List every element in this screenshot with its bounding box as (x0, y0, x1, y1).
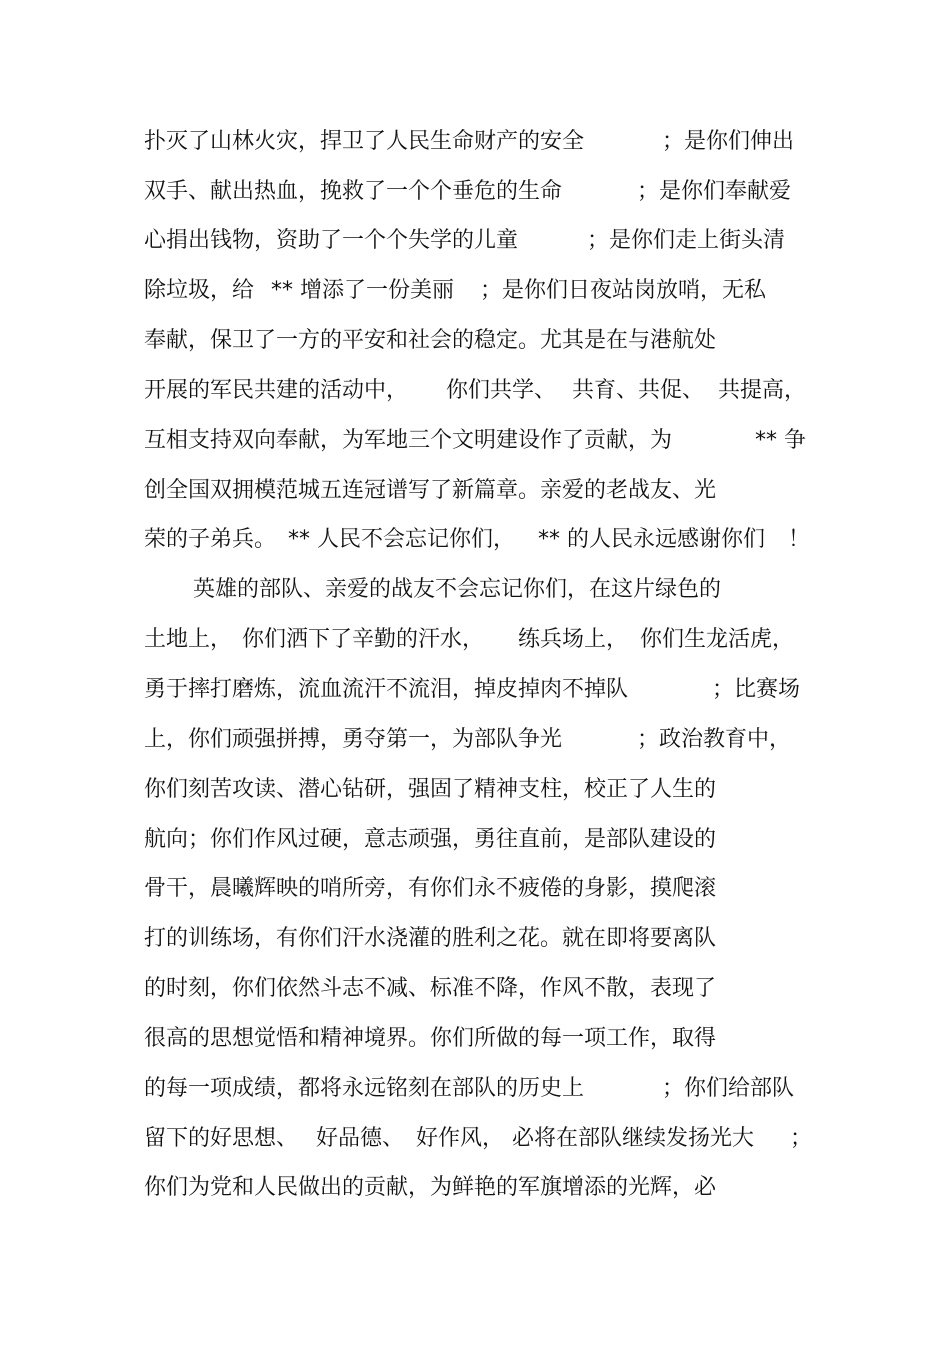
text-line (0, 622, 950, 658)
text-segment: 好作风， (416, 1126, 505, 1151)
text-segment: 航向；你们作风过硬，意志顽强，勇往直前，是部队建设的 (144, 827, 717, 852)
text-segment: 你们刻苦攻读、潜心钻研，强固了精神支柱，校正了人生的 (144, 777, 717, 802)
text-segment: 扑灭了山林火灾，捍卫了人民生命财产的安全 (144, 129, 585, 154)
text-segment: 你们共学、 (446, 378, 557, 403)
text-segment: 的时刻，你们依然斗志不减、标准不降，作风不散，表现了 (144, 976, 717, 1001)
text-segment: 好品德、 (316, 1126, 405, 1151)
text-line (0, 772, 950, 808)
text-segment: ；政治教育中， (637, 727, 792, 752)
text-segment: ** 争 (755, 428, 806, 453)
text-line (0, 1021, 950, 1057)
text-segment: ** 增添了一份美丽 (271, 278, 454, 303)
text-segment: 开展的军民共建的活动中， (144, 378, 409, 403)
text-line (0, 871, 950, 907)
text-segment: ；你们给部队 (662, 1076, 795, 1101)
text-line (0, 174, 950, 210)
text-segment: 双手、献出热血，挽救了一个个垂危的生命 (144, 179, 563, 204)
text-segment: 英雄的部队、亲爱的战友不会忘记你们，在这片绿色的 (193, 577, 722, 602)
text-segment: 共育、共促、 (572, 378, 705, 403)
text-segment: 你们为党和人民做出的贡献，为鲜艳的军旗增添的光辉，必 (144, 1175, 717, 1200)
text-line (0, 273, 950, 309)
text-segment: ；是你们走上街头清 (587, 228, 786, 253)
text-line (0, 672, 950, 708)
text-line (0, 473, 950, 509)
text-segment: 上，你们顽强拼搏，勇夺第一，为部队争光 (144, 727, 563, 752)
text-line (0, 223, 950, 259)
text-segment: ；比赛场 (712, 677, 801, 702)
text-segment: ；是你们奉献爱 (637, 179, 792, 204)
text-segment: ；是你们伸出 (662, 129, 795, 154)
text-segment: 的每一项成绩，都将永远铭刻在部队的历史上 (144, 1076, 585, 1101)
text-segment: 创全国双拥模范城五连冠谱写了新篇章。亲爱的老战友、光 (144, 478, 717, 503)
text-segment: 留下的好思想、 (144, 1126, 299, 1151)
text-segment: 互相支持双向奉献，为军地三个文明建设作了贡献，为 (144, 428, 673, 453)
text-line (0, 1170, 950, 1206)
text-line (0, 423, 950, 459)
text-segment: 奉献，保卫了一方的平安和社会的稳定。尤其是在与港航处 (144, 328, 717, 353)
text-line (0, 1071, 950, 1107)
text-segment: 练兵场上， (518, 627, 629, 652)
text-segment: 除垃圾，给 (144, 278, 255, 303)
text-line (0, 722, 950, 758)
text-line (0, 124, 950, 160)
text-segment: 骨干，晨曦辉映的哨所旁，有你们永不疲倦的身影，摸爬滚 (144, 876, 717, 901)
text-segment: 必将在部队继续发扬光大 (512, 1126, 755, 1151)
text-segment: 土地上， (144, 627, 233, 652)
text-segment: 你们洒下了辛勤的汗水， (242, 627, 485, 652)
text-segment: ** 的人民永远感谢你们 (538, 527, 765, 552)
text-line (0, 323, 950, 359)
text-line (0, 522, 950, 558)
text-segment: ！ (788, 527, 811, 552)
text-segment: 你们生龙活虎， (640, 627, 795, 652)
text-segment: ； (790, 1126, 813, 1151)
text-line (0, 373, 950, 409)
text-line (0, 1121, 950, 1157)
text-line (0, 572, 950, 608)
text-line (0, 822, 950, 858)
text-segment: 共提高， (718, 378, 807, 403)
text-segment: ；是你们日夜站岗放哨，无私 (480, 278, 767, 303)
text-segment: ** 人民不会忘记你们， (288, 527, 515, 552)
text-segment: 荣的子弟兵。 (144, 527, 277, 552)
text-segment: 打的训练场，有你们汗水浇灌的胜利之花。就在即将要离队 (144, 926, 717, 951)
text-segment: 心捐出钱物，资助了一个个失学的儿童 (144, 228, 519, 253)
text-segment: 很高的思想觉悟和精神境界。你们所做的每一项工作，取得 (144, 1026, 717, 1051)
text-line (0, 971, 950, 1007)
text-line (0, 921, 950, 957)
text-segment: 勇于摔打磨炼，流血流汗不流泪，掉皮掉肉不掉队 (144, 677, 629, 702)
